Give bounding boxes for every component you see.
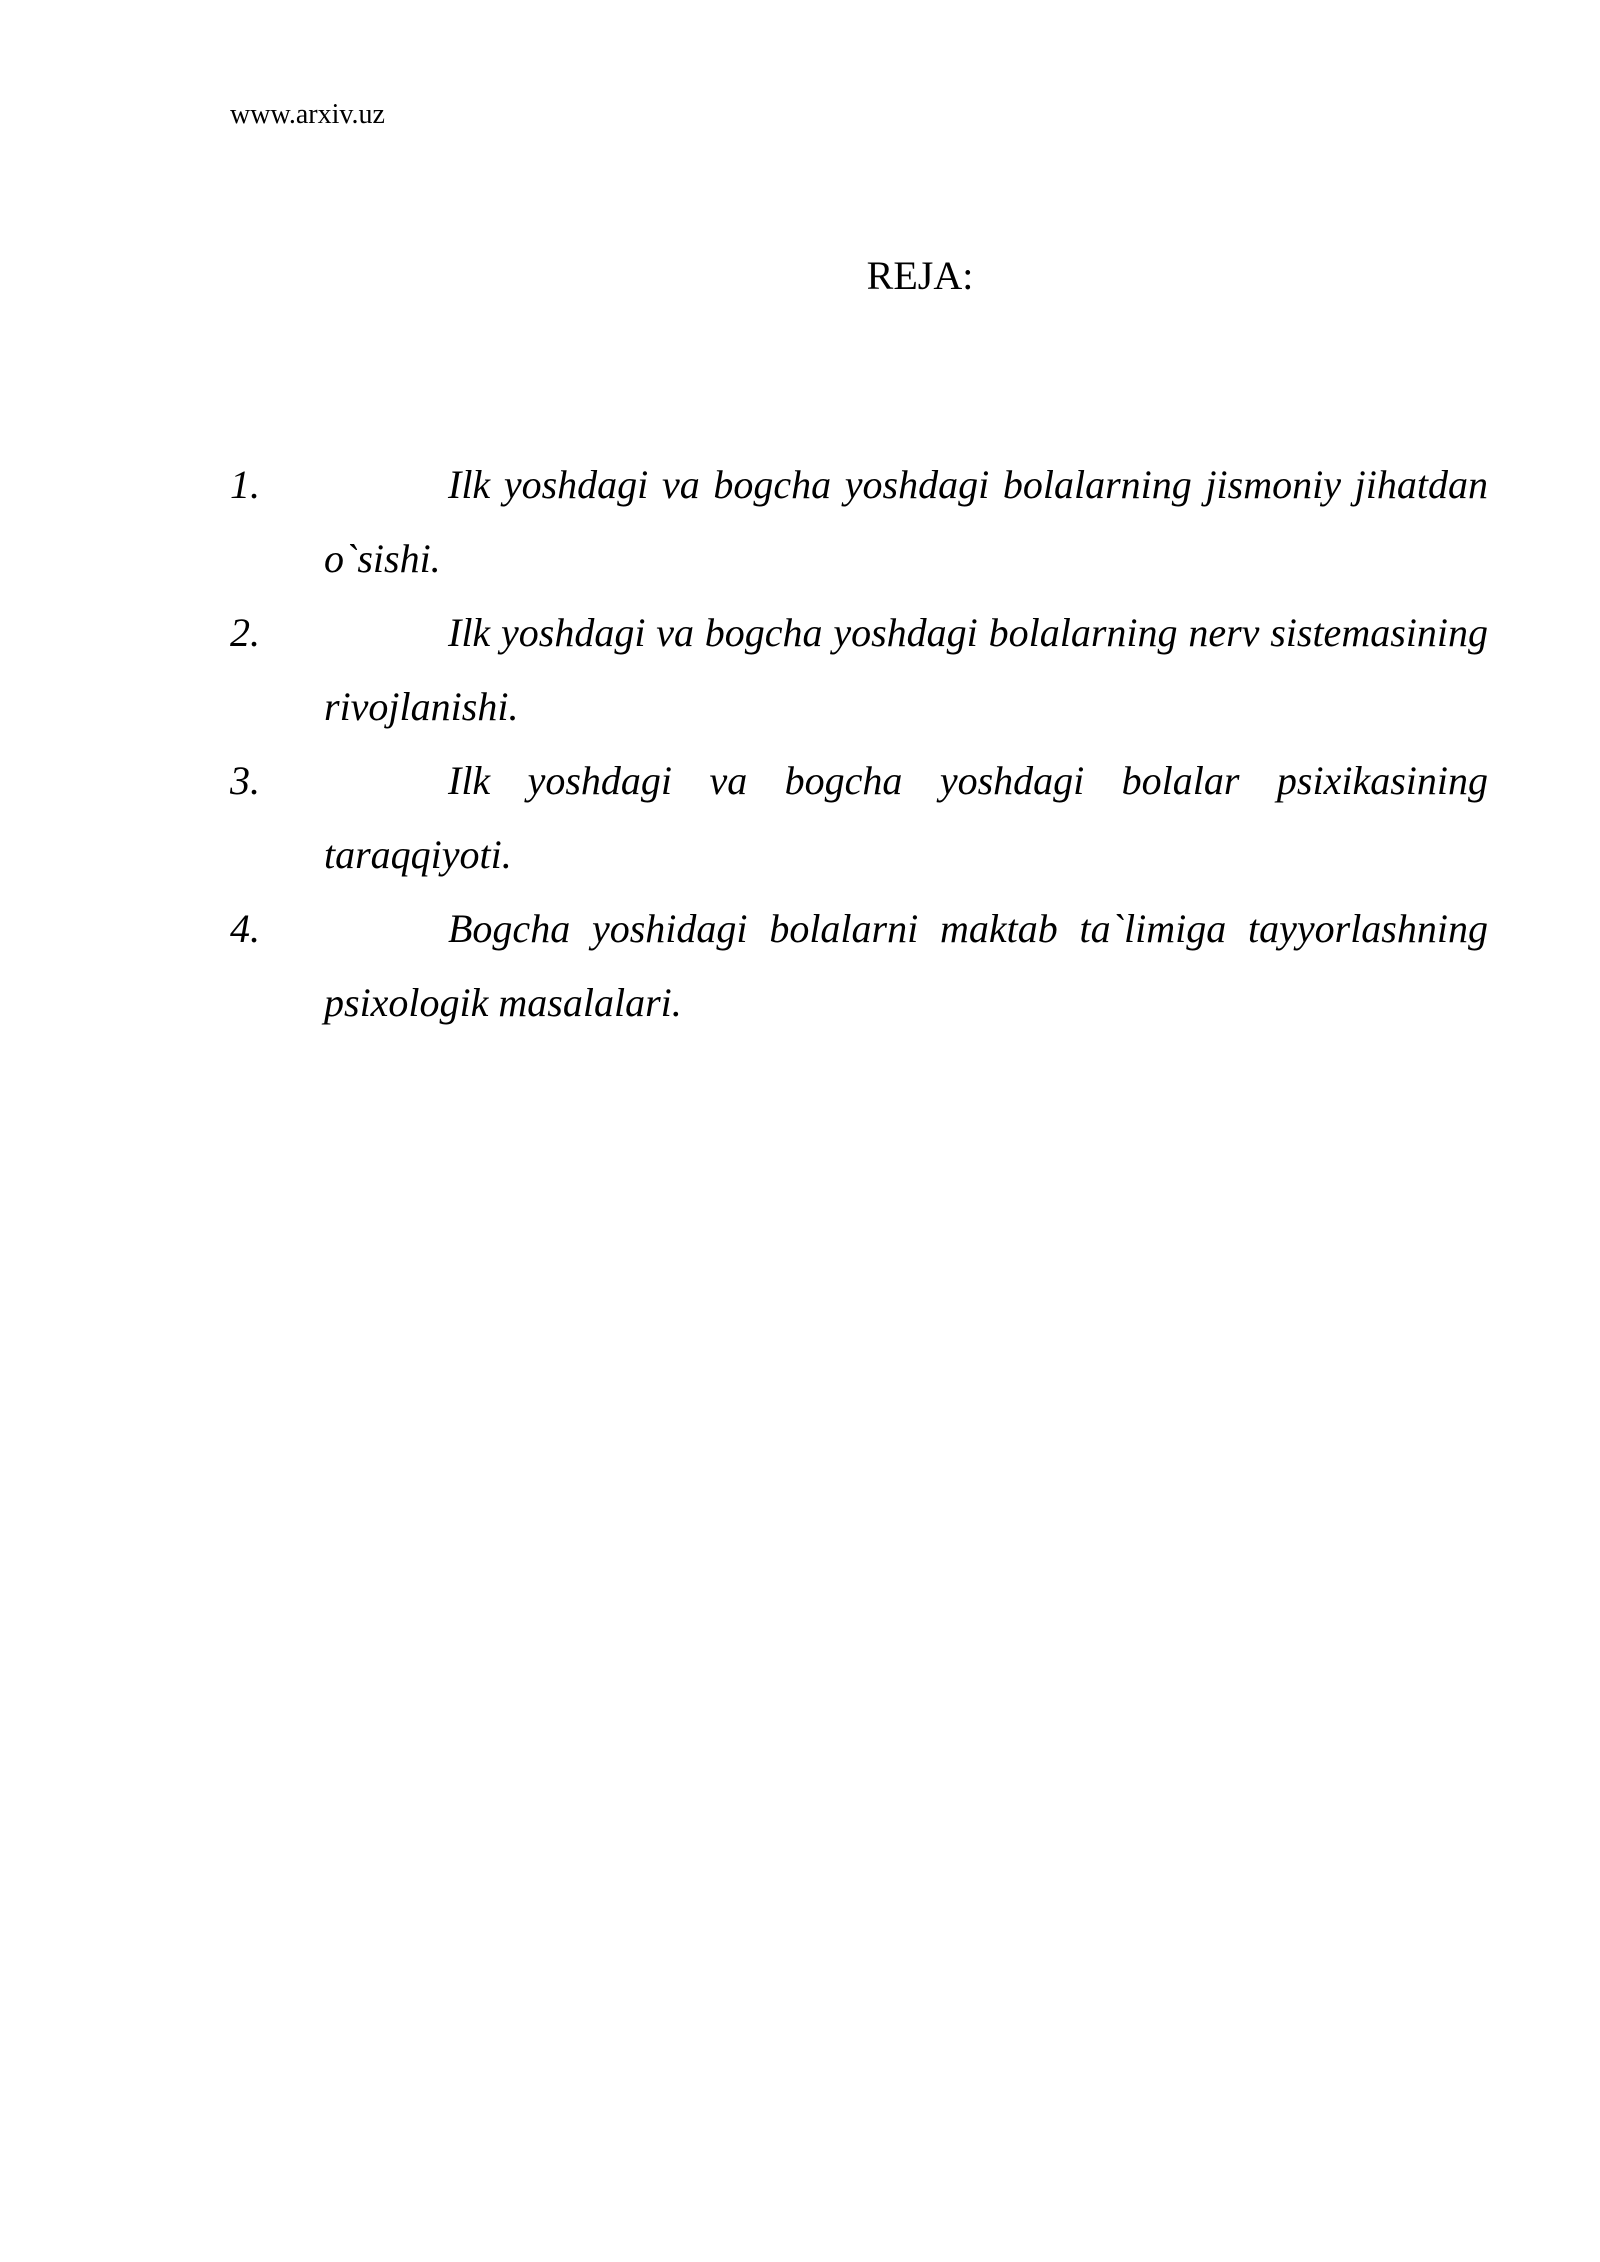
list-item-number: 3. <box>230 758 260 803</box>
plan-list <box>230 448 1488 1040</box>
list-item-text: Ilk yoshdagi va bogcha yoshdagi bolalar psixikasining taraqqiyoti. <box>324 758 1488 877</box>
list-item <box>230 448 1488 596</box>
list-item <box>230 744 1488 892</box>
list-item <box>230 892 1488 1040</box>
list-item-number: 4. <box>230 906 260 951</box>
list-item-text: Ilk yoshdagi va bogcha yoshdagi bolalarning jismoniy jihatdan o`sishi. <box>324 462 1488 581</box>
header-url: www.arxiv.uz <box>230 99 385 130</box>
page-title: REJA: <box>866 253 974 298</box>
list-item-text: Bogcha yoshidagi bolalarni maktab ta`limiga tayyorlashning psixologik masalalari. <box>324 906 1488 1025</box>
list-item-text: Ilk yoshdagi va bogcha yoshdagi bolalarning nerv sistemasining rivojlanishi. <box>324 610 1488 729</box>
list-item <box>230 596 1488 744</box>
list-item-number: 2. <box>230 610 260 655</box>
list-item-number: 1. <box>230 462 260 507</box>
